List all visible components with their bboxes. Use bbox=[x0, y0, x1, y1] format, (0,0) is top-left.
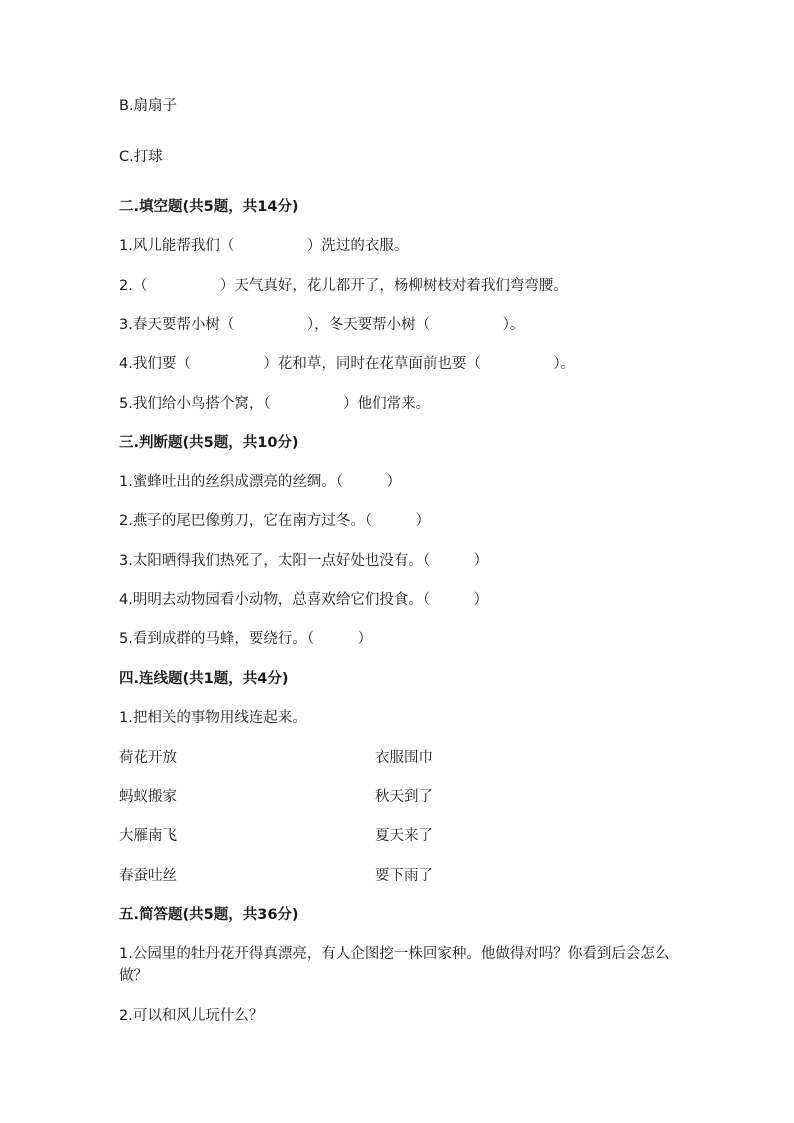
match-prompt: 1.把相关的事物用线连起来。 bbox=[119, 710, 307, 726]
fill-item-3: 3.春天要帮小树（ ），冬天要帮小树（ ）。 bbox=[119, 317, 525, 333]
match-left-item: 春蚕吐丝 bbox=[119, 868, 177, 884]
short-item-2: 2.可以和风儿玩什么？ bbox=[119, 1008, 264, 1024]
fill-item-1: 1.风儿能帮我们（ ）洗过的衣服。 bbox=[119, 238, 409, 254]
fill-item-5: 5.我们给小鸟搭个窝，（ ）他们常来。 bbox=[119, 396, 431, 412]
match-right-item: 要下雨了 bbox=[375, 868, 433, 884]
judge-item-2: 2.燕子的尾巴像剪刀，它在南方过冬。（ ） bbox=[119, 513, 431, 529]
option-b: B.扇扇子 bbox=[119, 98, 178, 114]
match-left-item: 荷花开放 bbox=[119, 750, 177, 766]
judge-item-1: 1.蜜蜂吐出的丝织成漂亮的丝绸。（ ） bbox=[119, 474, 402, 490]
fill-item-2: 2.（ ）天气真好，花儿都开了，杨柳树枝对着我们弯弯腰。 bbox=[119, 278, 568, 294]
match-left-item: 蚂蚁搬家 bbox=[119, 789, 177, 805]
section-heading-short: 五.简答题(共5题，共36分) bbox=[119, 907, 299, 923]
match-right-item: 秋天到了 bbox=[375, 789, 433, 805]
short-item-1: 1.公园里的牡丹花开得真漂亮，有人企图挖一株回家种。他做得对吗？你看到后会怎么做？ bbox=[119, 946, 670, 984]
judge-item-3: 3.太阳晒得我们热死了，太阳一点好处也没有。（ ） bbox=[119, 553, 489, 569]
fill-item-4: 4.我们要（ ）花和草，同时在花草面前也要（ ）。 bbox=[119, 356, 576, 372]
judge-item-5: 5.看到成群的马蜂，要绕行。（ ） bbox=[119, 631, 373, 647]
section-heading-match: 四.连线题(共1题，共4分) bbox=[119, 671, 289, 687]
match-right-item: 衣服围巾 bbox=[375, 750, 433, 766]
judge-item-4: 4.明明去动物园看小动物，总喜欢给它们投食。（ ） bbox=[119, 592, 489, 608]
option-c: C.打球 bbox=[119, 149, 163, 165]
match-left-item: 大雁南飞 bbox=[119, 828, 177, 844]
match-right-item: 夏天来了 bbox=[375, 828, 433, 844]
section-heading-judge: 三.判断题(共5题，共10分) bbox=[119, 435, 299, 451]
section-heading-fill: 二.填空题(共5题，共14分) bbox=[119, 199, 299, 215]
